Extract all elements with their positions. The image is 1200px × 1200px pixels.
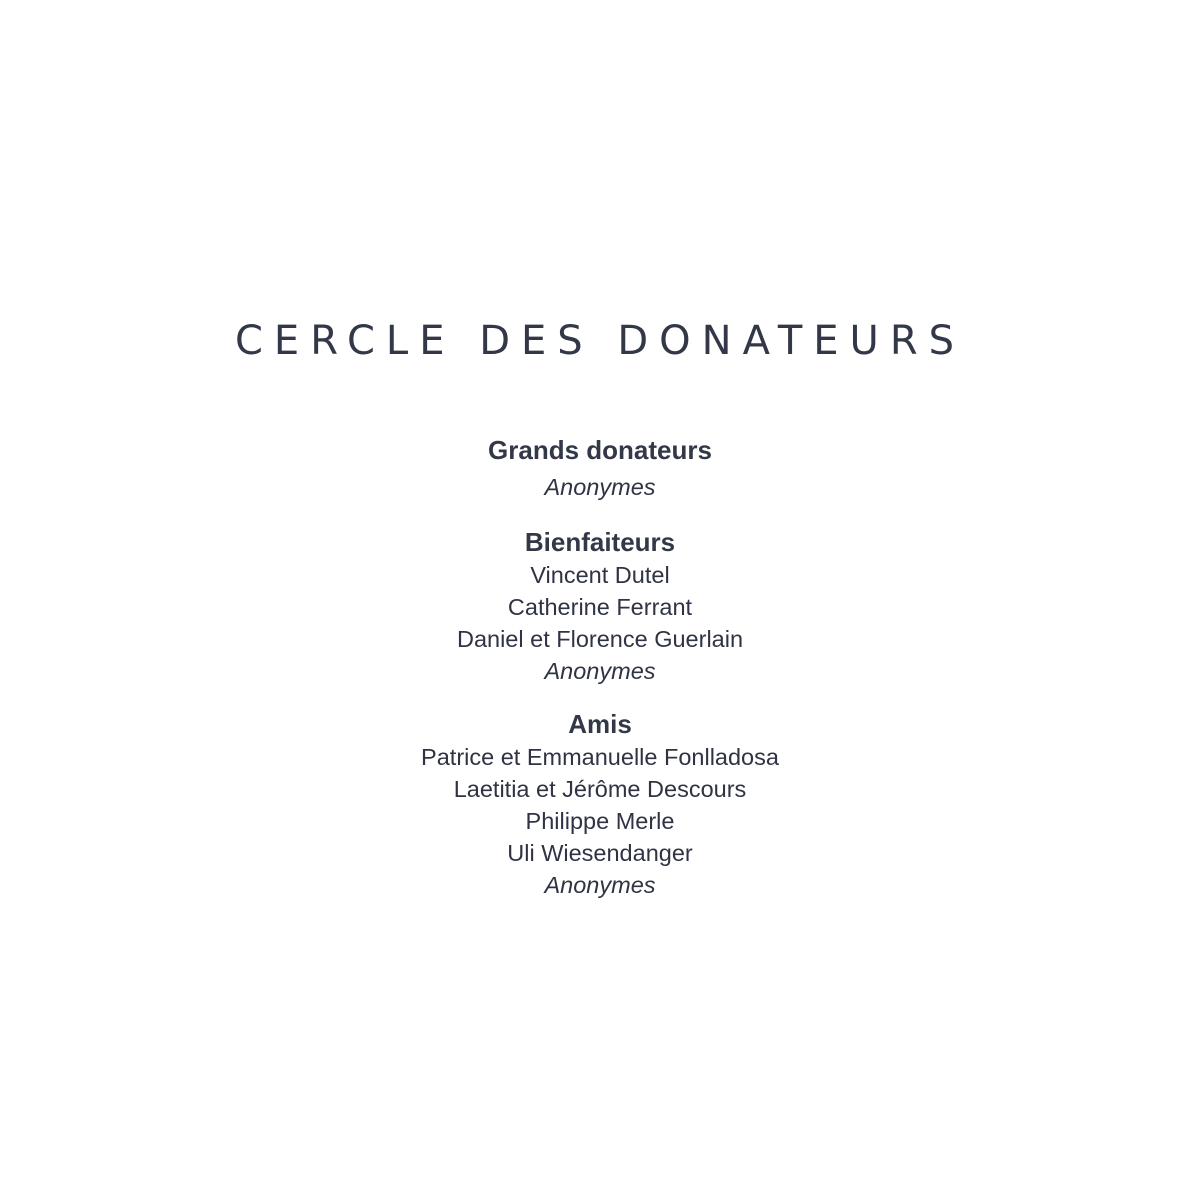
section-grands-donateurs <box>0 433 1200 507</box>
donor-name: Philippe Merle <box>525 808 675 834</box>
donor-name: Patrice et Emmanuelle Fonlladosa <box>421 744 779 770</box>
donor-list <box>0 741 1200 901</box>
donor-name: Daniel et Florence Guerlain <box>456 626 744 652</box>
section-heading: Amis <box>568 709 632 739</box>
page-title: CERCLE DES DONATEURS <box>234 318 966 364</box>
donor-name: Uli Wiesendanger <box>507 840 693 866</box>
donor-name: Anonymes <box>544 872 656 898</box>
section-amis <box>0 707 1200 901</box>
donor-list <box>0 467 1200 507</box>
donor-name: Laetitia et Jérôme Descours <box>453 776 747 802</box>
section-heading: Grands donateurs <box>488 435 712 465</box>
section-heading: Bienfaiteurs <box>524 527 676 557</box>
section-bienfaiteurs <box>0 525 1200 687</box>
donor-list <box>0 559 1200 687</box>
donor-name: Anonymes <box>544 658 656 684</box>
donor-name: Anonymes <box>544 474 656 500</box>
donor-name: Catherine Ferrant <box>507 594 693 620</box>
donor-name: Vincent Dutel <box>530 562 670 588</box>
